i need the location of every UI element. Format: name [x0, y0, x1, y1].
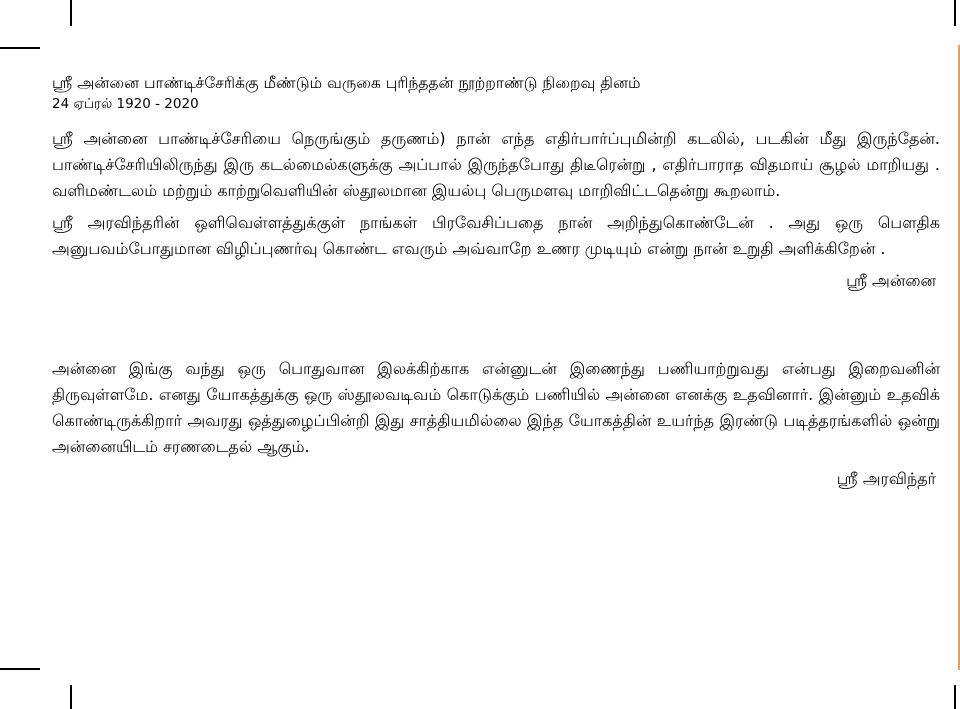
document-body [52, 72, 940, 492]
quote1-signature: ஸ்ரீ அன்னை [846, 271, 936, 290]
crop-mark-bottom-left [70, 685, 72, 709]
crop-mark-top-left [70, 0, 72, 26]
crop-mark-left-top [0, 47, 40, 49]
quote1-paragraph-2: ஸ்ரீ அரவிந்தரின் ஒளிவெள்ளத்துக்குள் நாங்கள் பிரவேசிப்பதை நான் அறிந்துகொண்டேன் . அது ஒரு பௌதிக அனுபவம்போதுமான விழிப்புணர்வு கொண்ட எவரும் அவ்வாறே உணர முடியும் என்று நான் உறுதி அளிக்கிறேன் . [52, 213, 940, 258]
crop-mark-top-right [954, 0, 956, 26]
crop-mark-left-bottom [0, 668, 40, 670]
crop-mark-bottom-right [954, 685, 956, 709]
quote2-paragraph: அன்னை இங்கு வந்து ஒரு பொதுவான இலக்கிற்காக என்னுடன் இணைந்து பணியாற்றுவது என்பது இறைவனின் திருவுள்ளமே. எனது யோகத்துக்கு ஒரு ஸ்தூலவடிவம் கொடுக்கும் பணியில் அன்னை எனக்கு உதவினார். இன்னும் உதவிக் கொண்டிருக்கிறார் அவரது ஒத்துழைப்பின்றி இது சாத்தியமில்லை இந்த யோகத்தின் உயர்ந்த இரண்டு படித்தரங்களில் ஒன்று அன்னையிடம் சரணடைதல் ஆகும். [52, 359, 940, 456]
document-date: 24 ஏப்ரல் 1920 - 2020 [52, 96, 199, 112]
document-title: ஸ்ரீ அன்னை பாண்டிச்சேரிக்கு மீண்டும் வருகை புரிந்ததன் நூற்றாண்டு நிறைவு தினம் [52, 74, 641, 92]
quote1-paragraph-1: ஸ்ரீ அன்னை பாண்டிச்சேரியை நெருங்கும் தருணம்) நான் எந்த எதிர்பார்ப்புமின்றி கடலில், படகின் மீது இருந்தேன். பாண்டிச்சேரியிலிருந்து இரு கடல்மைல்களுக்கு அப்பால் இருந்தபோது திடீரென்று , எதிர்பாராத விதமாய் சூழல் மாறியது . வளிமண்டலம் மற்றும் காற்றுவெளியின் ஸ்தூலமான இயல்பு பெருமளவு மாறிவிட்டதென்று கூறலாம். [52, 129, 940, 200]
quote2-signature: ஸ்ரீ அரவிந்தர் [836, 469, 936, 488]
section-gap [52, 294, 940, 356]
